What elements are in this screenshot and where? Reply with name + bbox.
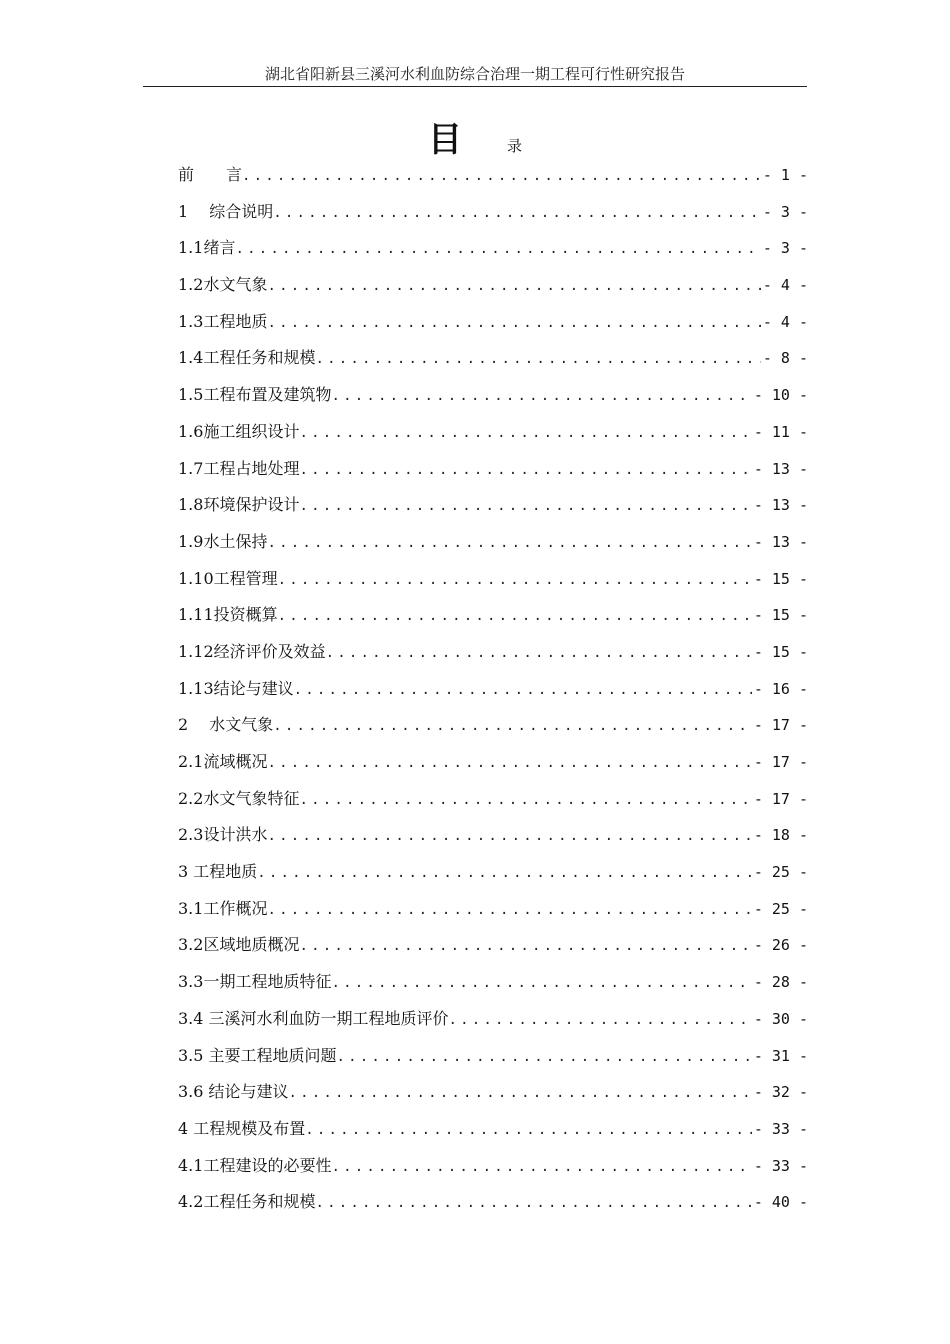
toc-entry-page: - 25 -	[753, 899, 808, 918]
toc-entry[interactable]	[178, 674, 808, 711]
toc-entry-page: - 30 -	[753, 1009, 808, 1028]
toc-entry-label: 1.3工程地质	[178, 311, 268, 331]
toc-entry[interactable]	[178, 490, 808, 527]
toc-entry[interactable]	[178, 930, 808, 967]
toc-leader-dots	[267, 748, 751, 778]
toc-entry-label: 2.1流域概况	[178, 752, 268, 771]
toc-entry-label: 3.3一期工程地质特征	[178, 972, 332, 992]
toc-entry-label: 3.2区域地质概况	[178, 935, 300, 955]
toc-entry-label: 3.5 主要工程地质问题	[178, 1045, 337, 1065]
toc-entry-page: - 15 -	[753, 569, 808, 588]
toc-entry-label: 4 工程规模及布置	[178, 1118, 306, 1138]
toc-leader-dots	[337, 1042, 752, 1072]
toc-entry-page: - 4 -	[762, 312, 808, 331]
toc-entry-label: 2.2水文气象特征	[178, 788, 300, 808]
toc-entry-label: 1.6施工组织设计	[178, 421, 300, 441]
toc-entry[interactable]	[178, 857, 808, 894]
toc-entry-label: 前 言	[178, 165, 243, 184]
toc-leader-dots	[331, 1152, 751, 1182]
running-header	[143, 62, 807, 87]
toc-entry-page: - 31 -	[753, 1046, 808, 1065]
toc-leader-dots	[294, 675, 752, 705]
toc-entry[interactable]	[178, 527, 808, 564]
toc-leader-dots	[257, 858, 752, 888]
toc-entry[interactable]	[178, 380, 808, 417]
toc-entry[interactable]	[178, 197, 808, 234]
toc-entry-label: 4.2工程任务和规模	[178, 1192, 316, 1212]
toc-leader-dots	[267, 308, 760, 338]
toc-entry-page: - 1 -	[762, 166, 808, 184]
toc-leader-dots	[267, 271, 760, 301]
toc-entry[interactable]	[178, 894, 808, 931]
toc-leader-dots	[299, 418, 751, 448]
toc-entry[interactable]	[178, 564, 808, 601]
toc-entry-page: - 3 -	[762, 202, 808, 221]
toc-entry[interactable]	[178, 637, 808, 674]
toc-entry-label: 1 综合说明	[178, 201, 274, 221]
toc-entry-page: - 32 -	[753, 1083, 808, 1102]
toc-entry-label: 3 工程地质	[178, 862, 258, 882]
toc-entry[interactable]	[178, 417, 808, 454]
toc-entry-page: - 10 -	[753, 386, 808, 405]
toc-entry-page: - 8 -	[762, 349, 808, 368]
toc-leader-dots	[267, 528, 751, 558]
toc-leader-dots	[449, 1005, 752, 1035]
toc-entry[interactable]	[178, 747, 808, 784]
toc-entry-label: 1.2水文气象	[178, 275, 268, 295]
toc-leader-dots	[278, 601, 752, 631]
toc-entry[interactable]	[178, 1077, 808, 1114]
toc-entry-page: - 16 -	[753, 679, 808, 698]
toc-entry[interactable]	[178, 343, 808, 380]
toc-entry[interactable]	[178, 1114, 808, 1151]
toc-entry-page: - 28 -	[753, 973, 808, 992]
toc-entry-label: 1.11投资概算	[178, 605, 278, 625]
toc-leader-dots	[299, 455, 751, 485]
toc-heading-main: 目	[427, 120, 462, 160]
toc-leader-dots	[273, 198, 761, 228]
toc-entry[interactable]	[178, 710, 808, 747]
toc-entry-page: - 15 -	[753, 642, 808, 661]
running-header-title: 湖北省阳新县三溪河水利血防综合治理一期工程可行性研究报告	[264, 65, 685, 83]
toc-entry-label: 1.8环境保护设计	[178, 495, 300, 515]
toc-entry-page: - 13 -	[753, 496, 808, 515]
toc-entry-label: 3.1工作概况	[178, 898, 268, 918]
toc-entry-label: 4.1工程建设的必要性	[178, 1155, 332, 1175]
toc-entry-label: 2 水文气象	[178, 715, 274, 735]
toc-leader-dots	[299, 931, 751, 961]
toc-leader-dots	[267, 821, 751, 851]
toc-leader-dots	[326, 638, 752, 668]
toc-entry[interactable]	[178, 270, 808, 307]
toc-entry-label: 3.6 结论与建议	[178, 1082, 289, 1102]
toc-leader-dots	[315, 1188, 751, 1218]
toc-entry-page: - 17 -	[753, 789, 808, 808]
toc-entry-page: - 3 -	[762, 239, 808, 258]
toc-entry-page: - 4 -	[762, 276, 808, 295]
toc-entry-page: - 18 -	[753, 826, 808, 845]
toc-entry[interactable]	[178, 160, 808, 197]
toc-entry-page: - 40 -	[753, 1193, 808, 1212]
toc-entry[interactable]	[178, 233, 808, 270]
toc-heading	[0, 112, 950, 161]
toc-leader-dots	[331, 968, 751, 998]
toc-leader-dots	[235, 234, 760, 264]
toc-entry-page: - 17 -	[753, 753, 808, 771]
toc-entry-label: 1.5工程布置及建筑物	[178, 385, 332, 405]
toc-entry-label: 1.12经济评价及效益	[178, 641, 326, 661]
toc-entry-page: - 13 -	[753, 459, 808, 478]
toc-entry[interactable]	[178, 307, 808, 344]
toc-entry-label: 1.10工程管理	[178, 568, 278, 588]
toc-entry-page: - 11 -	[753, 422, 808, 441]
toc-entry[interactable]	[178, 600, 808, 637]
toc-entry-page: - 13 -	[753, 532, 808, 551]
toc-entry[interactable]	[178, 1041, 808, 1078]
toc-leader-dots	[267, 895, 751, 925]
toc-leader-dots	[331, 381, 751, 411]
toc-entry-label: 3.4 三溪河水利血防一期工程地质评价	[178, 1008, 449, 1028]
toc-leader-dots	[278, 565, 752, 595]
toc-entry-page: - 26 -	[753, 936, 808, 955]
toc-entry-label: 2.3设计洪水	[178, 825, 268, 845]
toc-entry[interactable]	[178, 784, 808, 821]
toc-entry-label: 1.4工程任务和规模	[178, 348, 316, 368]
toc-leader-dots	[289, 1078, 752, 1108]
toc-entry[interactable]	[178, 454, 808, 491]
toc-entry-page: - 33 -	[753, 1156, 808, 1175]
toc-entry-page: - 17 -	[753, 716, 808, 735]
toc-entry-page: - 33 -	[753, 1119, 808, 1138]
toc-leader-dots	[305, 1115, 752, 1145]
toc-leader-dots	[299, 491, 751, 521]
toc-entry[interactable]	[178, 1187, 808, 1224]
toc-entry-label: 1.1绪言	[178, 238, 236, 258]
toc-entry-page: - 15 -	[753, 606, 808, 625]
toc-entry[interactable]	[178, 967, 808, 1004]
toc-leader-dots	[315, 344, 760, 374]
toc-entry[interactable]	[178, 1004, 808, 1041]
toc-entry-label: 1.7工程占地处理	[178, 458, 300, 478]
table-of-contents	[178, 160, 808, 1224]
toc-entry-page: - 25 -	[753, 863, 808, 882]
toc-entry-label: 1.9水土保持	[178, 531, 268, 551]
toc-leader-dots	[273, 711, 752, 741]
toc-entry[interactable]	[178, 1151, 808, 1188]
toc-entry-label: 1.13结论与建议	[178, 678, 294, 698]
toc-leader-dots	[242, 161, 761, 191]
toc-heading-sub: 录	[507, 137, 523, 155]
toc-entry[interactable]	[178, 820, 808, 857]
toc-leader-dots	[299, 785, 751, 815]
